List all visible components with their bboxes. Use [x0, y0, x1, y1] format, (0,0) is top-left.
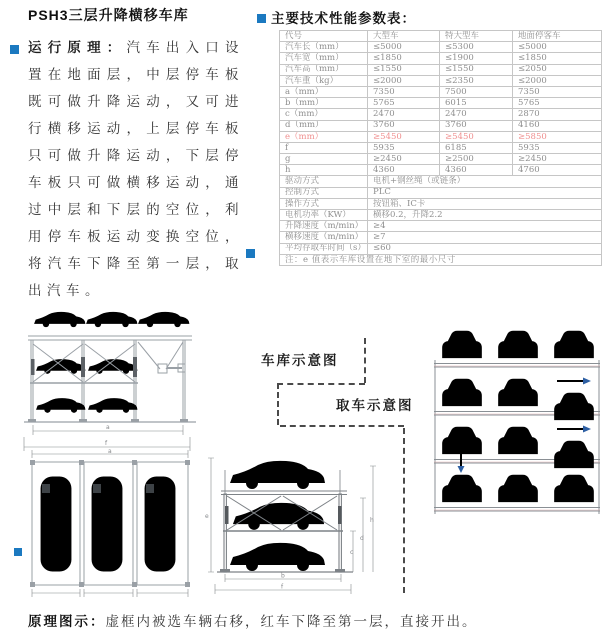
red-car-icon [440, 475, 484, 502]
spec-value: 4760 [513, 165, 602, 176]
spec-row [280, 154, 602, 165]
dashed-connector [277, 383, 365, 385]
spec-value: 7500 [440, 86, 513, 97]
spec-header-row [280, 31, 602, 42]
move-right-arrow-icon [557, 378, 591, 385]
middle-level-cars [36, 359, 138, 374]
caption-label: 原理图示： [28, 614, 106, 629]
svg-text:e: e [205, 513, 209, 520]
spec-value: 4160 [513, 120, 602, 131]
bullet-icon [14, 548, 22, 556]
lower-level-cars [36, 398, 138, 413]
spec-row [280, 198, 602, 209]
parked-cars-top-view [38, 477, 179, 572]
spec-value: ≤1550 [440, 64, 513, 75]
bullet-icon [10, 45, 19, 54]
spec-table-title: 主要技术性能参数表： [271, 11, 416, 26]
spec-value: 5765 [368, 98, 440, 109]
spec-row-label: e（mm） [280, 131, 368, 142]
spec-row [280, 243, 602, 254]
dimension-ticks [32, 589, 188, 597]
spec-row-label: 汽车宽（mm） [280, 53, 368, 64]
page-title: PSH3三层升降横移车库 [28, 7, 189, 23]
dimension-lines [24, 424, 190, 451]
spec-row-label: 控制方式 [280, 187, 368, 198]
spec-value: ≤2000 [513, 75, 602, 86]
spec-row [280, 131, 602, 142]
black-car-icon [440, 379, 484, 406]
spec-row-label: b（mm） [280, 98, 368, 109]
car-side-icon [138, 312, 190, 327]
spec-table [279, 30, 602, 266]
dashed-connector [403, 428, 405, 593]
spec-row-label: 电机功率（KW） [280, 210, 368, 221]
svg-text:f: f [105, 440, 108, 447]
car-side-icon [34, 312, 86, 327]
spec-row-label: 平均存取车时间（s） [280, 243, 368, 254]
black-car-icon [552, 441, 596, 468]
spec-column-header: 地面停客车 [513, 31, 602, 42]
spec-value: ≥2500 [440, 154, 513, 165]
car-retrieval-diagram [434, 322, 602, 522]
dashed-connector [364, 338, 366, 383]
spec-value: ≥5450 [440, 131, 513, 142]
red-car-icon [440, 331, 484, 358]
spec-row [280, 142, 602, 153]
svg-text:h: h [370, 517, 374, 524]
upper-level-cars [34, 312, 190, 327]
spec-value: ≤5000 [368, 42, 440, 53]
car-side-icon [88, 398, 138, 413]
operation-principle-paragraph [28, 34, 244, 304]
spec-row [280, 42, 602, 53]
spec-value: 7350 [368, 86, 440, 97]
spec-value: ≤60 [368, 243, 602, 254]
spec-value: ≤5000 [513, 42, 602, 53]
spec-row-label: g [280, 154, 368, 165]
spec-value: ≤1850 [368, 53, 440, 64]
dashed-connector [277, 383, 279, 425]
black-car-icon [496, 427, 540, 454]
bullet-icon [257, 14, 266, 23]
spec-row [280, 232, 602, 243]
spec-value: 6015 [440, 98, 513, 109]
svg-text:a: a [108, 448, 112, 455]
spec-row-label: 驱动方式 [280, 176, 368, 187]
car-side-icon [88, 359, 138, 374]
spec-value: ≤5300 [440, 42, 513, 53]
spec-value: 6185 [440, 142, 513, 153]
spec-row-label: 升降速度（m/min） [280, 221, 368, 232]
spec-row-label: c（mm） [280, 109, 368, 120]
spec-row-label: a（mm） [280, 86, 368, 97]
black-car-icon [552, 393, 596, 420]
car-side-icon [36, 398, 86, 413]
spec-value: ≥2450 [368, 154, 440, 165]
spec-note: 注：e 值表示车库设置在地下室的最小尺寸 [280, 254, 602, 265]
svg-text:c: c [350, 549, 354, 556]
spec-value: ≤1550 [368, 64, 440, 75]
spec-value: 5765 [513, 98, 602, 109]
car-grid [440, 331, 596, 502]
car-side-icon [233, 503, 325, 530]
spec-value: ≤2000 [368, 75, 440, 86]
spec-value: ≥7 [368, 232, 602, 243]
spec-value: ≤2050 [513, 64, 602, 75]
spec-value: 横移0.2，升降2.2 [368, 210, 602, 221]
spec-value: ≤1900 [440, 53, 513, 64]
spec-row [280, 75, 602, 86]
dimension-lines [32, 448, 188, 458]
spec-note-row [280, 254, 602, 265]
svg-text:b: b [281, 572, 285, 580]
spec-value: 4360 [368, 165, 440, 176]
black-car-icon [496, 379, 540, 406]
spec-row-label: 操作方式 [280, 198, 368, 209]
spec-row [280, 53, 602, 64]
spec-row [280, 109, 602, 120]
svg-text:f: f [281, 583, 284, 591]
garage-diagram-label: 车库示意图 [261, 353, 339, 368]
spec-column-header: 代号 [280, 31, 368, 42]
black-car-icon [552, 331, 596, 358]
garage-front-elevation-diagram [20, 297, 210, 457]
spec-row-label: 横移速度（m/min） [280, 232, 368, 243]
spec-value: 5935 [513, 142, 602, 153]
spec-row [280, 64, 602, 75]
car-side-icon [86, 312, 138, 327]
spec-value: 3760 [440, 120, 513, 131]
spec-row-label: d（mm） [280, 120, 368, 131]
spec-row [280, 120, 602, 131]
move-right-arrow-icon [557, 426, 591, 433]
spec-value: ≤1850 [513, 53, 602, 64]
spec-row-label: 汽车重（kg） [280, 75, 368, 86]
spec-column-header: 大型车 [368, 31, 440, 42]
spec-value: 2470 [440, 109, 513, 120]
spec-value: ≥2450 [513, 154, 602, 165]
principle-label: 运行原理： [28, 40, 127, 55]
car-side-icon [36, 359, 86, 374]
spec-value: 按钮箱、IC卡 [368, 198, 602, 209]
spec-row-label: h [280, 165, 368, 176]
black-car-icon [552, 475, 596, 502]
car-side-icon [230, 543, 326, 571]
spec-value: ≥5850 [513, 131, 602, 142]
spec-row [280, 86, 602, 97]
garage-plan-view-diagram [22, 448, 204, 606]
caption-text: 虚框内被选车辆右移，红车下降至第一层，直接开出。 [105, 614, 478, 629]
car-side-icon [230, 461, 326, 489]
black-car-icon [496, 331, 540, 358]
svg-text:d: d [360, 535, 364, 542]
spec-row-label: f [280, 142, 368, 153]
svg-text:a: a [106, 424, 110, 431]
spec-value: 5935 [368, 142, 440, 153]
garage-side-elevation-diagram [203, 450, 403, 598]
spec-value: 4360 [440, 165, 513, 176]
spec-value: ≤2350 [440, 75, 513, 86]
spec-row [280, 210, 602, 221]
spec-row [280, 176, 602, 187]
spec-row [280, 165, 602, 176]
spec-column-header: 特大型车 [440, 31, 513, 42]
bullet-icon [246, 249, 255, 258]
spec-value: 电机+钢丝绳（或链条） [368, 176, 602, 187]
spec-row [280, 221, 602, 232]
spec-row-label: 汽车高（mm） [280, 64, 368, 75]
spec-value: 2870 [513, 109, 602, 120]
principle-text: 汽车出入口设置在地面层，中层停车板既可做升降运动，又可进行横移运动，上层停车板只可做升降运动，下层停车板只可做横移运动，通过中层和下层的空位，利用停车板运动变换空位，将汽车下降至第一层，取出汽车。 [28, 40, 244, 298]
dashed-connector [280, 425, 404, 427]
spec-value: ≥5450 [368, 131, 440, 142]
retrieval-diagram-label: 取车示意图 [336, 398, 414, 413]
spec-row-label: 汽车长（mm） [280, 42, 368, 53]
spec-row [280, 187, 602, 198]
principle-caption [28, 610, 478, 630]
black-car-icon [496, 475, 540, 502]
spec-value: 3760 [368, 120, 440, 131]
spec-value: 7350 [513, 86, 602, 97]
spec-value: ≥4 [368, 221, 602, 232]
spec-row [280, 98, 602, 109]
spec-value: 2470 [368, 109, 440, 120]
spec-value: PLC [368, 187, 602, 198]
